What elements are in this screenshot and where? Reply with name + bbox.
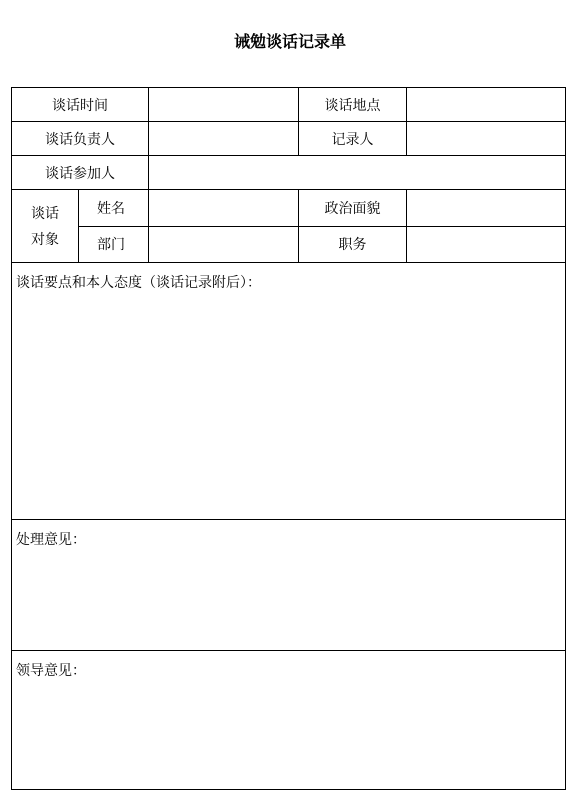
label-person-in-charge: 谈话负责人 bbox=[12, 122, 149, 156]
label-key-points: 谈话要点和本人态度（谈话记录附后）： bbox=[16, 275, 261, 291]
label-political-status: 政治面貌 bbox=[299, 190, 407, 227]
field-location[interactable] bbox=[407, 88, 566, 122]
row-handling-opinion bbox=[12, 520, 566, 651]
label-handling-opinion: 处理意见： bbox=[16, 532, 86, 548]
field-position[interactable] bbox=[407, 226, 566, 263]
label-subject-line1: 谈话 bbox=[12, 190, 79, 227]
row-subject-department bbox=[12, 226, 566, 263]
row-participants bbox=[12, 156, 566, 190]
row-key-points bbox=[12, 263, 566, 520]
field-political-status[interactable] bbox=[407, 190, 566, 227]
row-leader-opinion bbox=[12, 651, 566, 790]
key-points-section[interactable] bbox=[12, 263, 566, 520]
row-subject-name bbox=[12, 190, 566, 227]
field-recorder[interactable] bbox=[407, 122, 566, 156]
label-location: 谈话地点 bbox=[299, 88, 407, 122]
label-recorder: 记录人 bbox=[299, 122, 407, 156]
label-subject-line2: 对象 bbox=[12, 226, 79, 263]
leader-opinion-section[interactable] bbox=[12, 651, 566, 790]
label-time: 谈话时间 bbox=[12, 88, 149, 122]
document-title: 诫勉谈话记录单 bbox=[233, 32, 346, 51]
field-person-in-charge[interactable] bbox=[149, 122, 299, 156]
label-leader-opinion: 领导意见： bbox=[16, 663, 86, 679]
field-name[interactable] bbox=[149, 190, 299, 227]
handling-opinion-section[interactable] bbox=[12, 520, 566, 651]
field-department[interactable] bbox=[149, 226, 299, 263]
label-position: 职务 bbox=[299, 226, 407, 263]
field-participants[interactable] bbox=[149, 156, 566, 190]
row-charge-recorder bbox=[12, 122, 566, 156]
label-participants: 谈话参加人 bbox=[12, 156, 149, 190]
interview-record-form bbox=[11, 87, 566, 790]
label-department: 部门 bbox=[79, 226, 149, 263]
row-time-location bbox=[12, 88, 566, 122]
label-name: 姓名 bbox=[79, 190, 149, 227]
field-time[interactable] bbox=[149, 88, 299, 122]
